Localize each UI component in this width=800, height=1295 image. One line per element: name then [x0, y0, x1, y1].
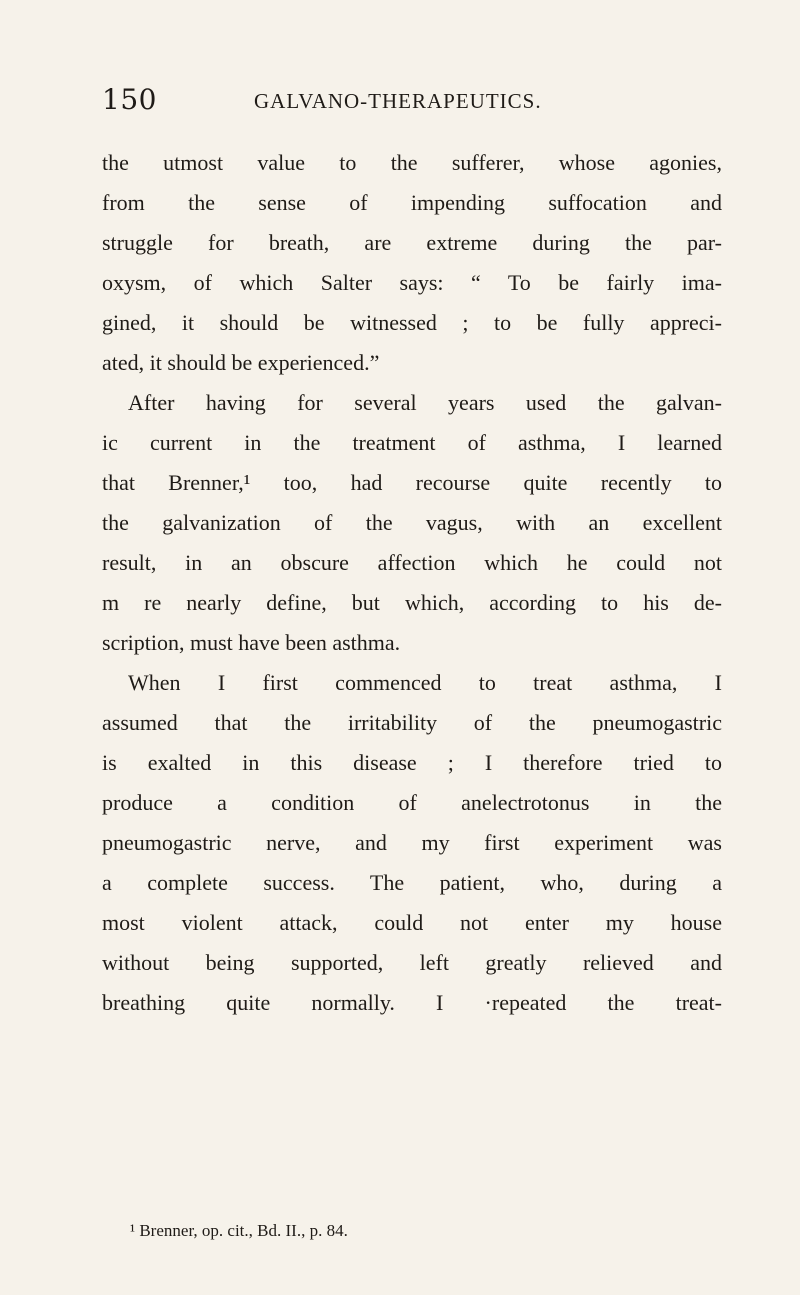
running-head: GALVANO-THERAPEUTICS.	[254, 89, 542, 113]
text-line: from the sense of impending suffocation and	[102, 190, 722, 215]
text-line: After having for several years used the galvan-	[128, 390, 722, 415]
text-line: pneumogastric nerve, and my first experiment was	[102, 830, 722, 855]
text-line: a complete success. The patient, who, during a	[102, 870, 722, 895]
text-line: assumed that the irritability of the pneumogastric	[102, 710, 722, 735]
text-line: When I first commenced to treat asthma, I	[128, 670, 722, 695]
text-line: scription, must have been asthma.	[102, 630, 401, 655]
page-header	[102, 83, 722, 123]
text-line: result, in an obscure affection which he could not	[102, 550, 722, 575]
text-line: oxysm, of which Salter says: “ To be fairly ima-	[102, 270, 722, 295]
text-line: the utmost value to the sufferer, whose agonies,	[102, 150, 722, 175]
text-line: struggle for breath, are extreme during the par-	[102, 230, 722, 255]
text-line: most violent attack, could not enter my house	[102, 910, 722, 935]
text-line: is exalted in this disease ; I therefore tried to	[102, 750, 722, 775]
page-number: 150	[102, 83, 157, 116]
text-line: gined, it should be witnessed ; to be fully appreci-	[102, 310, 722, 335]
text-line: produce a condition of anelectrotonus in the	[102, 790, 722, 815]
text-line: that Brenner,¹ too, had recourse quite recently to	[102, 470, 722, 495]
text-line: ated, it should be experienced.”	[102, 350, 380, 375]
text-line: m re nearly define, but which, according to his de-	[102, 590, 722, 615]
text-line: without being supported, left greatly relieved and	[102, 950, 722, 975]
body-text	[102, 143, 722, 1023]
text-line: the galvanization of the vagus, with an excellent	[102, 510, 722, 535]
text-line: ic current in the treatment of asthma, I learned	[102, 430, 722, 455]
footnote: ¹ Brenner, op. cit., Bd. II., p. 84.	[130, 1221, 348, 1240]
text-line: breathing quite normally. I ·repeated the treat-	[102, 990, 722, 1015]
